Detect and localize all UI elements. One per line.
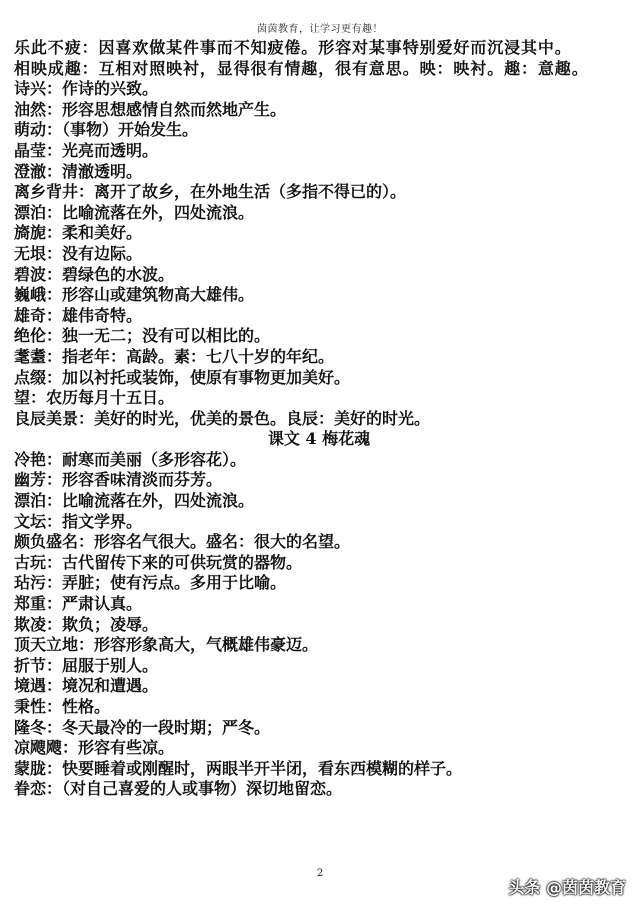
vocab-entry: 漂泊：比喻流落在外，四处流浪。 xyxy=(14,202,255,222)
vocab-entry: 欺凌：欺负；凌辱。 xyxy=(14,614,159,634)
vocab-entry: 萌动：（事物）开始发生。 xyxy=(14,120,199,140)
page-header: 茵茵教育，让学习更有趣！ xyxy=(257,24,383,35)
vocab-entry: 眷恋：（对自己喜爱的人或事物）深切地留恋。 xyxy=(14,779,343,799)
vocab-entry: 望：农历每月十五日。 xyxy=(14,388,175,408)
vocab-entry: 乐此不疲：因喜欢做某件事而不知疲倦。形容对某事特别爱好而沉浸其中。 xyxy=(14,38,572,57)
vocab-entry: 良辰美景：美好的时光，优美的景色。良辰：美好的时光。 xyxy=(14,408,431,428)
vocab-entry: 油然：形容思想感情自然而然地产生。 xyxy=(14,99,287,119)
vocab-entry: 文坛：指文学界。 xyxy=(14,511,143,531)
watermark: 头条 @茵茵教育 xyxy=(508,878,626,897)
vocab-entry: 境遇：境况和遭遇。 xyxy=(14,676,159,696)
vocab-entry: 绝伦：独一无二；没有可以相比的。 xyxy=(14,326,271,346)
vocab-entry: 顶天立地：形容形象高大，气概雄伟豪迈。 xyxy=(14,635,319,655)
vocab-entry: 晶莹：光亮而透明。 xyxy=(14,140,159,160)
vocab-entry: 凉飕飕：形容有些凉。 xyxy=(14,738,175,758)
vocab-entry: 幽芳：形容香味清淡而芬芳。 xyxy=(14,470,223,490)
vocab-entry: 漂泊：比喻流落在外，四处流浪。 xyxy=(14,491,255,511)
vocab-entry: 隆冬：冬天最冷的一段时期；严冬。 xyxy=(14,717,271,737)
vocab-entry: 玷污：弄脏；使有污点。多用于比喻。 xyxy=(14,573,287,593)
vocab-entry: 澄澈：清澈透明。 xyxy=(14,161,143,181)
page-number: 2 xyxy=(316,868,324,879)
vocab-entry: 碧波：碧绿色的水波。 xyxy=(14,264,175,284)
vocab-entry: 旖旎：柔和美好。 xyxy=(14,223,143,243)
vocab-entry: 耄耋：指老年：高龄。素：七八十岁的年纪。 xyxy=(14,346,335,366)
vocab-entry: 古玩：古代留传下来的可供玩赏的器物。 xyxy=(14,552,303,572)
vocab-entry: 折节：屈服于别人。 xyxy=(14,655,159,675)
vocab-entry: 相映成趣：互相对照映衬，显得很有情趣，很有意思。映：映衬。趣：意趣。 xyxy=(14,58,589,78)
vocab-entry: 巍峨：形容山或建筑物高大雄伟。 xyxy=(14,285,255,305)
vocab-entry: 点缀：加以衬托或装饰，使原有事物更加美好。 xyxy=(14,367,351,387)
vocab-entry: 离乡背井：离开了故乡，在外地生活（多指不得已的）。 xyxy=(14,182,407,202)
vocab-entry: 郑重：严肃认真。 xyxy=(14,594,143,614)
vocab-entry: 颇负盛名：形容名气很大。盛名：很大的名望。 xyxy=(14,532,351,552)
vocabulary-list xyxy=(14,38,624,800)
vocab-entry: 诗兴：作诗的兴致。 xyxy=(14,79,159,99)
lesson-title: 课文 4 梅花魂 xyxy=(267,429,371,449)
vocab-entry: 无垠：没有边际。 xyxy=(14,243,143,263)
vocab-entry: 蒙胧：快要睡着或刚醒时，两眼半开半闭，看东西模糊的样子。 xyxy=(14,758,463,778)
vocab-entry: 秉性：性格。 xyxy=(14,697,111,716)
vocab-entry: 冷艳：耐寒而美丽（多形容花）。 xyxy=(14,449,247,469)
vocab-entry: 雄奇：雄伟奇特。 xyxy=(14,305,143,325)
